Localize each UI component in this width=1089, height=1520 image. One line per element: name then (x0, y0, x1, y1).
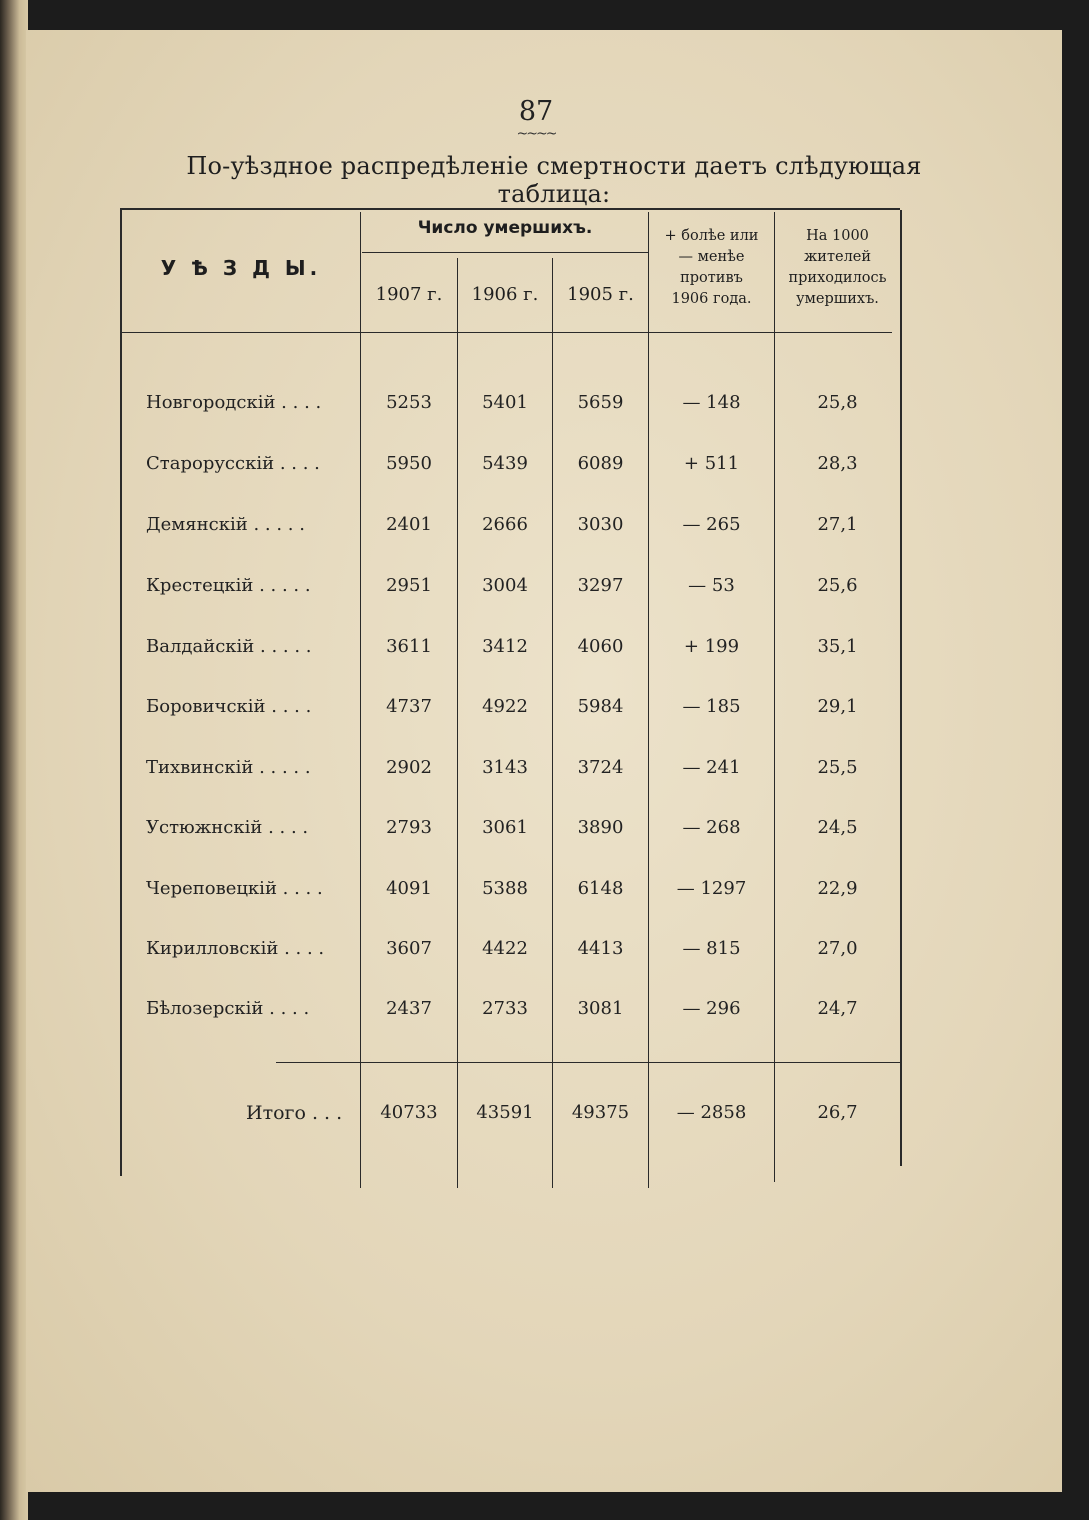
deaths-1905: 3081 (577, 998, 624, 1019)
total-separator-rule (276, 1062, 900, 1063)
diff-header-line-2: — менѣе (678, 249, 745, 265)
total-row (26, 1102, 1062, 1130)
per1000-rate: 25,8 (817, 392, 858, 413)
district-name: Череповецкій . . . . (146, 878, 323, 899)
per1000-rate: 28,3 (817, 453, 858, 474)
district-name: Бѣлозерскій . . . . (146, 998, 310, 1019)
table-row (26, 878, 1062, 904)
total-diff: — 2858 (676, 1102, 747, 1123)
deaths-1906: 4422 (482, 938, 528, 959)
deaths-1907: 3607 (386, 938, 432, 959)
total-per1000: 26,7 (817, 1102, 858, 1123)
district-name: Боровичскій . . . . (146, 696, 312, 717)
deaths-1905: 3890 (577, 817, 624, 838)
table-row (26, 938, 1062, 964)
per1000-rate: 27,0 (817, 938, 858, 959)
year-1907-header: 1907 г. (375, 284, 443, 305)
district-name: Кирилловскій . . . . (146, 938, 325, 959)
per1000-rate: 24,7 (817, 998, 858, 1019)
table-row (26, 575, 1062, 601)
table-row (26, 453, 1062, 479)
diff-header-line-4: 1906 года. (671, 291, 752, 307)
book-page (26, 30, 1062, 1492)
diff-vs-1906: — 241 (682, 757, 741, 778)
district-name: Устюжнскій . . . . (146, 817, 309, 838)
deaths-1906: 5439 (482, 453, 528, 474)
header-bottom-rule (122, 332, 892, 333)
per1000-rate: 24,5 (817, 817, 858, 838)
deaths-1905: 3724 (577, 757, 624, 778)
deaths-1906: 2733 (482, 998, 528, 1019)
diff-header-line-1: + болѣе или (664, 228, 759, 244)
deaths-1907: 2951 (386, 575, 432, 596)
diff-vs-1906: — 265 (682, 514, 741, 535)
diff-vs-1906: — 1297 (676, 878, 747, 899)
per1000-rate: 27,1 (817, 514, 858, 535)
deaths-1907: 2793 (386, 817, 432, 838)
deaths-1906: 2666 (482, 514, 528, 535)
diff-vs-1906: — 268 (682, 817, 741, 838)
per1000-rate: 35,1 (817, 636, 858, 657)
year-1906-header: 1906 г. (471, 284, 539, 305)
deaths-1907: 2437 (386, 998, 432, 1019)
district-name: Крестецкій . . . . . (146, 575, 311, 596)
diff-vs-1906: + 511 (683, 453, 740, 474)
page-number-ornament: ~~~~ (516, 126, 556, 142)
deaths-subheader-rule (362, 252, 648, 253)
deaths-1906: 3061 (482, 817, 528, 838)
diff-vs-1906: — 296 (682, 998, 741, 1019)
year-1905-header: 1905 г. (567, 284, 634, 305)
deaths-1905: 4413 (577, 938, 624, 959)
total-label: Итого . . . (246, 1102, 343, 1124)
diff-vs-1906: + 199 (683, 636, 740, 657)
deaths-1906: 4922 (482, 696, 528, 717)
deaths-1905: 3030 (577, 514, 624, 535)
book-spine (0, 0, 28, 1520)
deaths-1906: 5388 (482, 878, 528, 899)
diff-vs-1906: — 185 (682, 696, 741, 717)
deaths-1907: 3611 (386, 636, 432, 657)
table-left-border (120, 210, 122, 1176)
district-name: Валдайскій . . . . . (146, 636, 312, 657)
total-1906: 43591 (476, 1102, 534, 1123)
total-1907: 40733 (380, 1102, 438, 1123)
per1000-rate: 25,5 (817, 757, 858, 778)
table-row (26, 636, 1062, 662)
deaths-1906: 3143 (482, 757, 528, 778)
diff-header-line-3: противъ (680, 270, 743, 286)
table-row (26, 757, 1062, 783)
diff-header (649, 226, 774, 310)
table-row (26, 998, 1062, 1024)
total-1905: 49375 (571, 1102, 630, 1123)
table-caption: По-уѣздное распредѣленіе смертности даетъ слѣдующая таблица: (186, 152, 922, 208)
per1000-header-line-3: приходилось (788, 270, 887, 286)
deaths-header: Число умершихъ. (417, 218, 593, 238)
deaths-1907: 4737 (386, 696, 432, 717)
per1000-header (775, 226, 900, 310)
deaths-1905: 5659 (577, 392, 624, 413)
per1000-header-line-2: жителей (803, 249, 872, 265)
table-row (26, 696, 1062, 722)
deaths-1907: 4091 (386, 878, 432, 899)
district-name: Новгородскій . . . . (146, 392, 322, 413)
district-name: Старорусскій . . . . (146, 453, 320, 474)
per1000-header-line-4: умершихъ. (796, 291, 879, 307)
diff-vs-1906: — 148 (682, 392, 741, 413)
table-row (26, 817, 1062, 843)
table-row (26, 392, 1062, 418)
deaths-1907: 5950 (386, 453, 432, 474)
deaths-1907: 5253 (386, 392, 432, 413)
per1000-header-line-1: На 1000 (806, 228, 869, 244)
deaths-1906: 5401 (482, 392, 528, 413)
deaths-1907: 2401 (386, 514, 432, 535)
deaths-1906: 3412 (482, 636, 528, 657)
deaths-1905: 6148 (577, 878, 624, 899)
districts-header: У Ѣ З Д Ы. (160, 256, 322, 280)
diff-vs-1906: — 53 (688, 575, 735, 596)
district-name: Демянскій . . . . . (146, 514, 305, 535)
per1000-rate: 22,9 (817, 878, 858, 899)
per1000-rate: 25,6 (817, 575, 858, 596)
deaths-1906: 3004 (482, 575, 528, 596)
page-number: 87 (518, 96, 554, 127)
table-top-rule (120, 208, 900, 210)
per1000-rate: 29,1 (817, 696, 858, 717)
deaths-1905: 3297 (577, 575, 624, 596)
deaths-1905: 4060 (577, 636, 624, 657)
diff-vs-1906: — 815 (682, 938, 741, 959)
table-row (26, 514, 1062, 540)
deaths-1905: 5984 (577, 696, 624, 717)
district-name: Тихвинскій . . . . . (146, 757, 311, 778)
deaths-1905: 6089 (577, 453, 624, 474)
deaths-1907: 2902 (386, 757, 432, 778)
